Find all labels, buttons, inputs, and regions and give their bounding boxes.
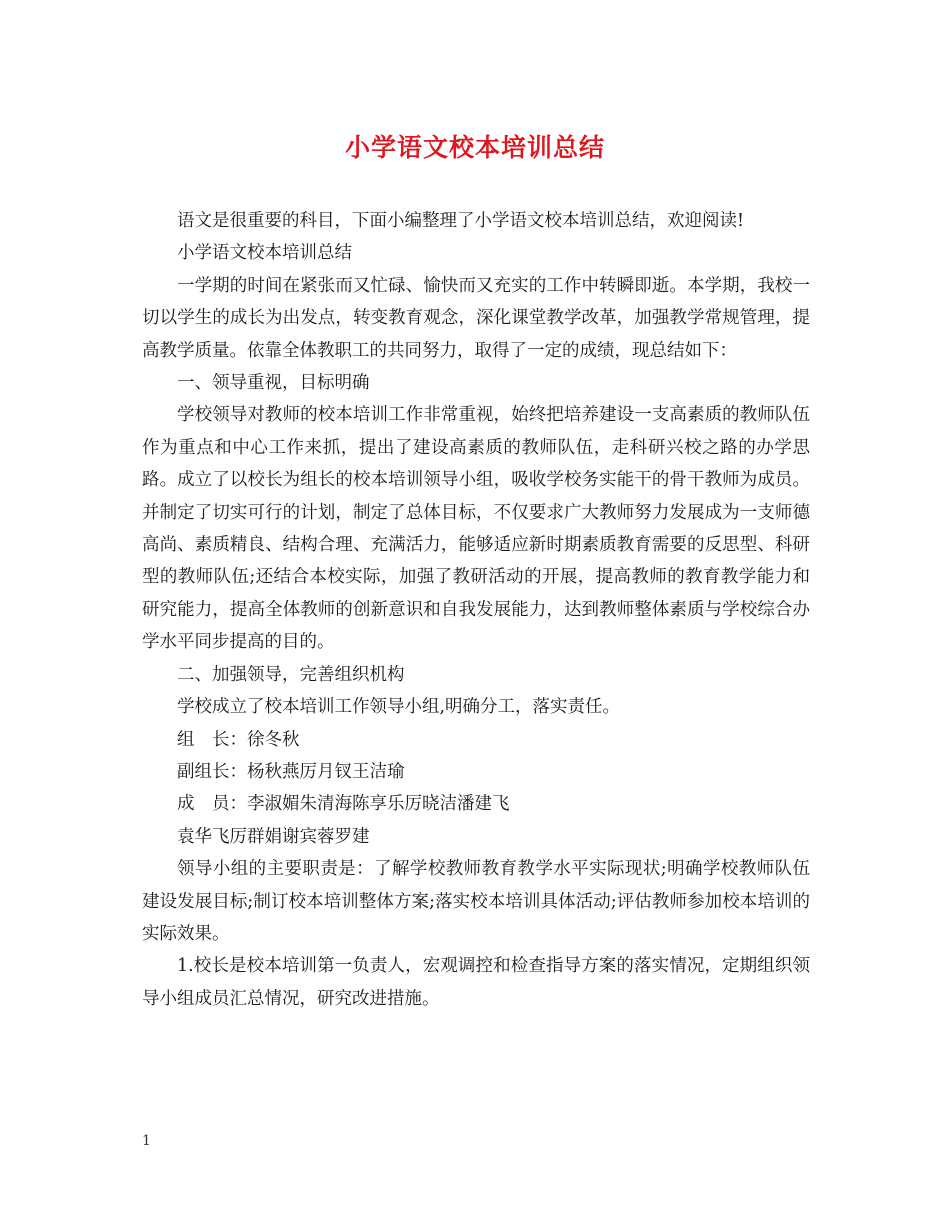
document-body (142, 205, 810, 1015)
leader-line: 组 长：徐冬秋 (177, 729, 300, 750)
members-continued-line: 袁华飞厉群娟谢宾蓉罗建 (177, 826, 370, 847)
paragraph-section-2: 学校成立了校本培训工作领导小组,明确分工，落实责任。 (177, 697, 621, 718)
paragraph-item-1: 1.校长是校本培训第一负责人，宏观调控和检查指导方案的落实情况，定期组织领导小组成员汇总情况，研究改进措施。 (142, 956, 810, 1009)
page-number: 1 (142, 1133, 151, 1149)
members-line: 成 员：李淑媚朱清海陈享乐厉晓洁潘建飞 (177, 794, 510, 815)
document-title: 小学语文校本培训总结 (344, 133, 605, 162)
paragraph-intro: 语文是很重要的科目，下面小编整理了小学语文校本培训总结，欢迎阅读! (177, 211, 745, 231)
paragraph-overview: 一学期的时间在紧张而又忙碌、愉快而又充实的工作中转瞬即逝。本学期，我校一切以学生的成长为出发点，转变教育观念，深化课堂教学改革，加强教学常规管理，提高教学质量。依靠全体教职工的共同努力，取得了一定的成绩，现总结如下： (142, 275, 810, 361)
section-heading-1: 一、领导重视，目标明确 (177, 373, 370, 394)
paragraph-section-1: 学校领导对教师的校本培训工作非常重视，始终把培养建设一支高素质的教师队伍作为重点和中心工作来抓，提出了建设高素质的教师队伍，走科研兴校之路的办学思路。成立了以校长为组长的校本培训领导小组，吸收学校务实能干的骨干教师为成员。并制定了切实可行的计划，制定了总体目标，不仅要求广大教师努力发展成为一支师德高尚、素质精良、结构合理、充满活力，能够适应新时期素质教育需要的反思型、科研型的教师队伍;还结合本校实际，加强了教研活动的开展，提高教师的教育教学能力和研究能力，提高全体教师的创新意识和自我发展能力，达到教师整体素质与学校综合办学水平同步提高的目的。 (142, 405, 810, 653)
section-heading-2: 二、加强领导，完善组织机构 (177, 664, 405, 685)
paragraph-subtitle: 小学语文校本培训总结 (177, 243, 352, 264)
deputy-leader-line: 副组长：杨秋燕厉月钗王洁瑜 (177, 761, 405, 782)
paragraph-duties: 领导小组的主要职责是：了解学校教师教育教学水平实际现状;明确学校教师队伍建设发展目标;制订校本培训整体方案;落实校本培训具体活动;评估教师参加校本培训的实际效果。 (142, 859, 810, 944)
